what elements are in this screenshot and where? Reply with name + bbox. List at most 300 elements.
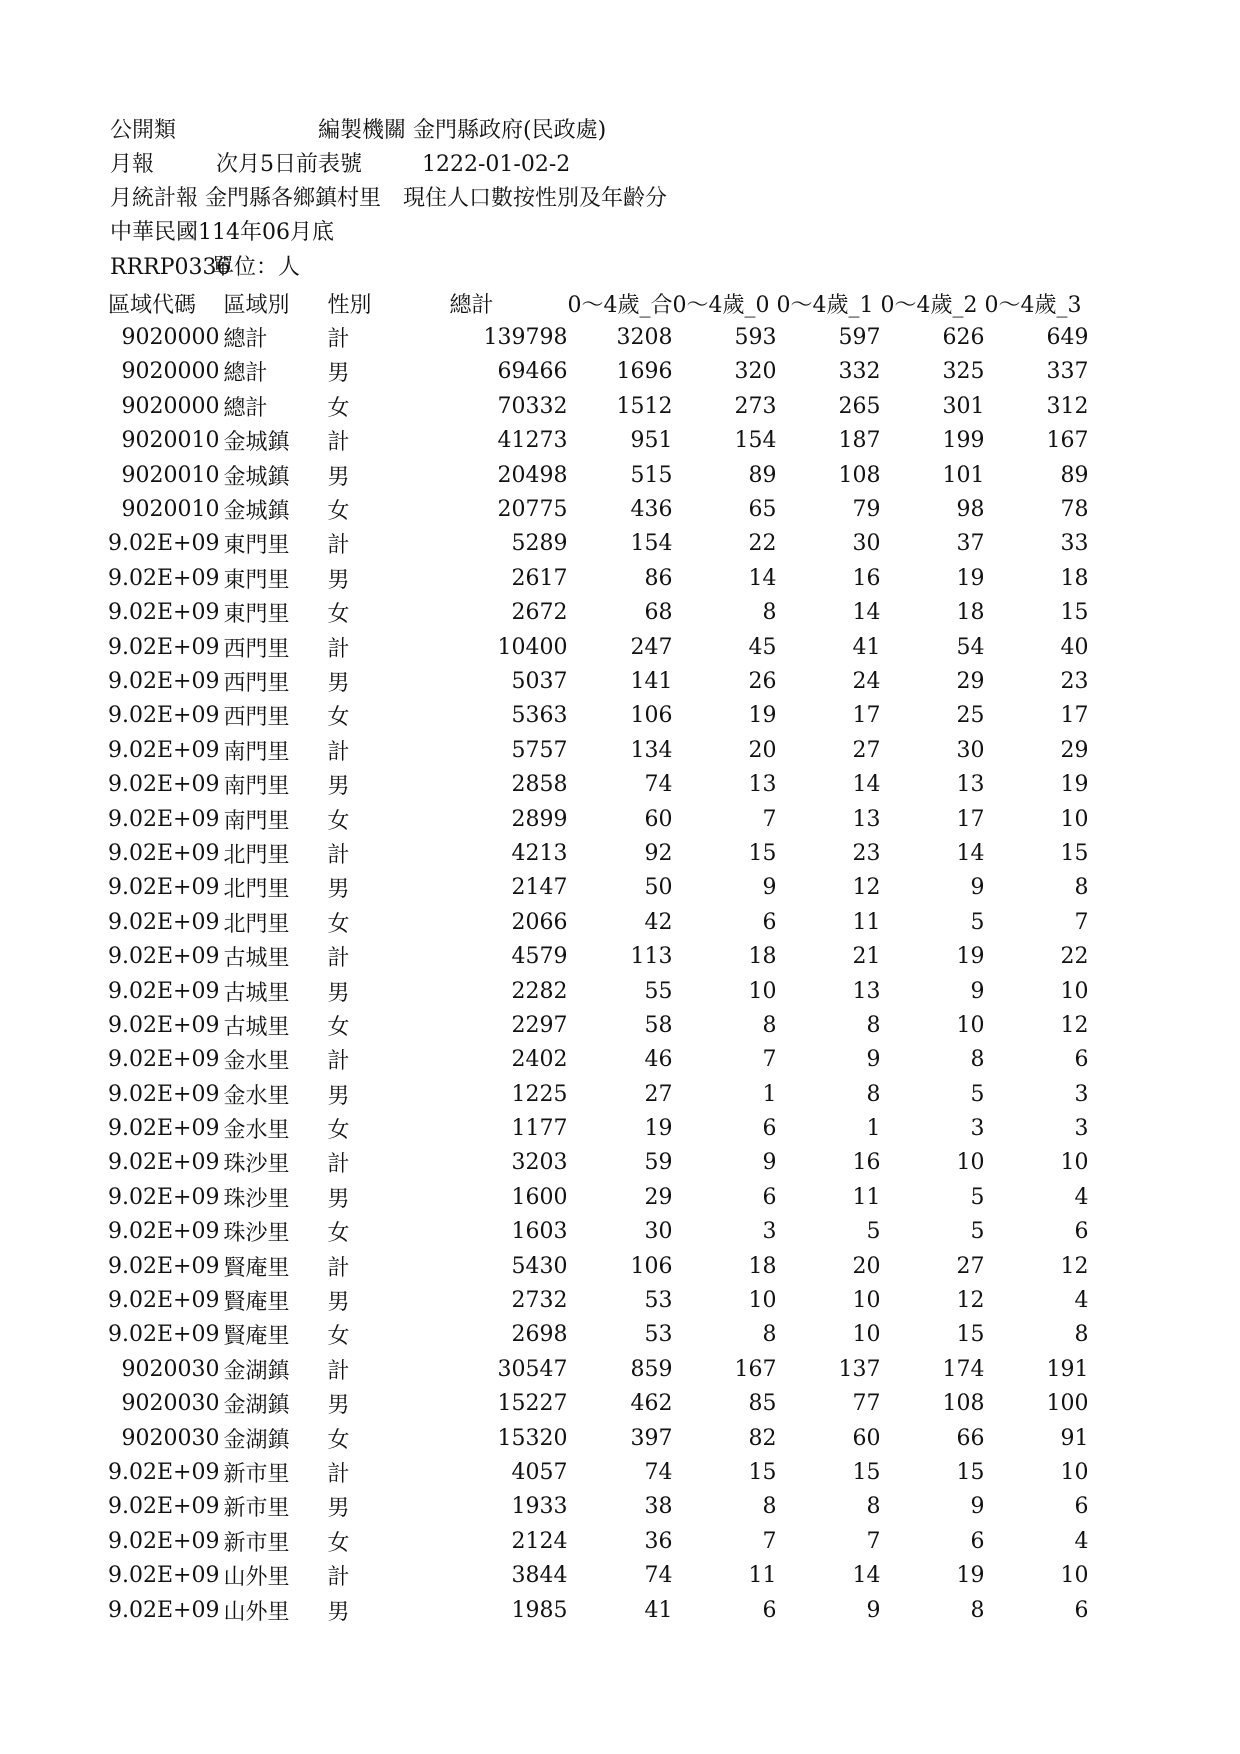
cell-age-0-4-total: 515 <box>630 462 673 488</box>
cell-age-1: 5 <box>866 1219 881 1245</box>
cell-area-name: 金湖鎮 <box>223 1427 290 1453</box>
table-row <box>108 1318 1088 1352</box>
cell-sex: 計 <box>327 1255 350 1281</box>
cell-age-3: 312 <box>1046 393 1089 419</box>
cell-total: 69466 <box>497 359 568 385</box>
cell-sex: 男 <box>327 1290 350 1316</box>
cell-sex: 計 <box>327 842 350 868</box>
cell-age-1: 14 <box>852 600 881 626</box>
cell-age-2: 5 <box>970 1081 985 1107</box>
cell-age-1: 13 <box>852 978 881 1004</box>
table-body <box>108 320 1088 1627</box>
cell-age-0-4-total: 59 <box>644 1150 673 1176</box>
cell-age-1: 265 <box>838 393 881 419</box>
cell-area-code: 9.02E+09 <box>108 1253 220 1279</box>
cell-age-0-4-total: 3208 <box>616 325 673 351</box>
cell-area-code: 9020030 <box>121 1425 220 1451</box>
header-line-5 <box>110 251 510 285</box>
report-period: 中華民國114年06月底 <box>110 220 334 245</box>
cell-age-1: 108 <box>838 462 881 488</box>
table-row <box>108 1008 1088 1042</box>
cell-sex: 女 <box>327 705 350 731</box>
table-row <box>108 1077 1088 1111</box>
cell-age-0: 3 <box>762 1219 777 1245</box>
cell-total: 2858 <box>511 772 568 798</box>
table-row <box>108 355 1088 389</box>
cell-age-1: 1 <box>866 1116 881 1142</box>
cell-sex: 計 <box>327 1565 350 1591</box>
table-row <box>108 871 1088 905</box>
cell-age-0: 8 <box>762 1322 777 1348</box>
cell-age-0-4-total: 74 <box>644 1563 673 1589</box>
cell-area-name: 東門里 <box>223 602 290 628</box>
cell-area-name: 北門里 <box>223 877 290 903</box>
cell-total: 2282 <box>511 978 568 1004</box>
cell-area-code: 9.02E+09 <box>108 1322 220 1348</box>
cell-age-1: 27 <box>852 737 881 763</box>
cell-sex: 女 <box>327 1427 350 1453</box>
cell-area-code: 9.02E+09 <box>108 1528 220 1554</box>
cell-age-3: 29 <box>1060 737 1089 763</box>
table-row <box>108 389 1088 423</box>
cell-age-0-4-total: 462 <box>630 1391 673 1417</box>
cell-age-0-4-total: 53 <box>644 1322 673 1348</box>
cell-sex: 男 <box>327 464 350 490</box>
cell-sex: 計 <box>327 1461 350 1487</box>
cell-area-name: 金城鎮 <box>223 464 290 490</box>
cell-area-name: 南門里 <box>223 774 290 800</box>
cell-age-0-4-total: 141 <box>630 668 673 694</box>
cell-age-0: 14 <box>748 565 777 591</box>
table-row <box>108 1352 1088 1386</box>
cell-age-1: 187 <box>838 428 881 454</box>
cell-age-3: 337 <box>1046 359 1089 385</box>
table-row <box>108 458 1088 492</box>
cell-area-name: 東門里 <box>223 533 290 559</box>
cell-age-1: 16 <box>852 1150 881 1176</box>
table-row <box>108 1249 1088 1283</box>
cell-total: 3844 <box>511 1563 568 1589</box>
cell-age-0-4-total: 55 <box>644 978 673 1004</box>
cell-age-1: 24 <box>852 668 881 694</box>
cell-area-code: 9.02E+09 <box>108 531 220 557</box>
cell-area-code: 9.02E+09 <box>108 668 220 694</box>
cell-area-code: 9020010 <box>121 428 220 454</box>
cell-age-0: 10 <box>748 1288 777 1314</box>
cell-age-0-4-total: 106 <box>630 703 673 729</box>
cell-sex: 女 <box>327 1221 350 1247</box>
column-header: 總計 <box>449 292 494 318</box>
cell-age-0-4-total: 46 <box>644 1047 673 1073</box>
table-row <box>108 905 1088 939</box>
cell-age-1: 17 <box>852 703 881 729</box>
cell-age-3: 100 <box>1046 1391 1089 1417</box>
cell-age-3: 7 <box>1074 909 1089 935</box>
cell-total: 2297 <box>511 1012 568 1038</box>
unit-label: 單位：人 <box>212 255 301 280</box>
cell-sex: 男 <box>327 1393 350 1419</box>
cell-age-0: 1 <box>762 1081 777 1107</box>
cell-age-0: 10 <box>748 978 777 1004</box>
table-row <box>108 1111 1088 1145</box>
cell-total: 1603 <box>511 1219 568 1245</box>
cell-age-3: 4 <box>1074 1288 1089 1314</box>
table-row <box>108 1283 1088 1317</box>
table-row <box>108 836 1088 870</box>
cell-area-name: 北門里 <box>223 842 290 868</box>
cell-area-code: 9.02E+09 <box>108 840 220 866</box>
cell-area-code: 9.02E+09 <box>108 1563 220 1589</box>
cell-area-code: 9.02E+09 <box>108 1459 220 1485</box>
cell-age-2: 5 <box>970 909 985 935</box>
cell-age-0-4-total: 53 <box>644 1288 673 1314</box>
cell-total: 4579 <box>511 944 568 970</box>
cell-area-name: 賢庵里 <box>223 1324 290 1350</box>
cell-age-0-4-total: 30 <box>644 1219 673 1245</box>
cell-age-1: 10 <box>852 1288 881 1314</box>
cell-area-code: 9.02E+09 <box>108 1219 220 1245</box>
cell-age-0: 9 <box>762 875 777 901</box>
cell-area-name: 珠沙里 <box>223 1152 290 1178</box>
cell-age-0: 6 <box>762 909 777 935</box>
cell-age-2: 8 <box>970 1047 985 1073</box>
cell-age-0-4-total: 1512 <box>616 393 673 419</box>
cell-age-3: 649 <box>1046 325 1089 351</box>
cell-area-name: 金湖鎮 <box>223 1358 290 1384</box>
cell-total: 139798 <box>483 325 568 351</box>
cell-area-code: 9.02E+09 <box>108 772 220 798</box>
table-row <box>108 802 1088 836</box>
table-row <box>108 1455 1088 1489</box>
cell-area-code: 9.02E+09 <box>108 1081 220 1107</box>
cell-age-2: 25 <box>956 703 985 729</box>
cell-age-0-4-total: 58 <box>644 1012 673 1038</box>
cell-area-code: 9.02E+09 <box>108 875 220 901</box>
cell-total: 20498 <box>497 462 568 488</box>
cell-age-1: 7 <box>866 1528 881 1554</box>
column-header: 0～4歲_1 <box>776 292 874 318</box>
column-header: 性別 <box>327 292 372 318</box>
cell-age-0: 18 <box>748 1253 777 1279</box>
table-row <box>108 664 1088 698</box>
cell-area-code: 9020030 <box>121 1356 220 1382</box>
cell-area-code: 9.02E+09 <box>108 978 220 1004</box>
cell-area-name: 新市里 <box>223 1496 290 1522</box>
cell-age-0: 18 <box>748 944 777 970</box>
cell-age-3: 4 <box>1074 1528 1089 1554</box>
cell-age-0-4-total: 74 <box>644 1459 673 1485</box>
cell-total: 3203 <box>511 1150 568 1176</box>
cell-age-2: 29 <box>956 668 985 694</box>
column-header: 區域別 <box>223 292 290 318</box>
cell-age-3: 3 <box>1074 1116 1089 1142</box>
compiling-agency: 編製機關 金門縣政府(民政處) <box>318 118 607 143</box>
cell-age-2: 626 <box>942 325 985 351</box>
cell-age-3: 6 <box>1074 1597 1089 1623</box>
cell-total: 2617 <box>511 565 568 591</box>
cell-total: 4057 <box>511 1459 568 1485</box>
cell-sex: 女 <box>327 1014 350 1040</box>
cell-sex: 女 <box>327 1530 350 1556</box>
cell-age-2: 30 <box>956 737 985 763</box>
cell-sex: 女 <box>327 499 350 525</box>
table-row <box>108 1421 1088 1455</box>
cell-total: 2672 <box>511 600 568 626</box>
cell-age-2: 98 <box>956 497 985 523</box>
cell-age-1: 30 <box>852 531 881 557</box>
cell-age-0-4-total: 397 <box>630 1425 673 1451</box>
cell-age-3: 18 <box>1060 565 1089 591</box>
cell-area-code: 9.02E+09 <box>108 703 220 729</box>
cell-sex: 男 <box>327 980 350 1006</box>
cell-total: 5037 <box>511 668 568 694</box>
cell-area-name: 南門里 <box>223 739 290 765</box>
cell-age-0: 13 <box>748 772 777 798</box>
cell-area-name: 北門里 <box>223 911 290 937</box>
cell-age-2: 19 <box>956 1563 985 1589</box>
cell-area-name: 賢庵里 <box>223 1255 290 1281</box>
report-frequency: 月報 <box>110 152 155 177</box>
cell-age-2: 5 <box>970 1184 985 1210</box>
classification-label: 公開類 <box>110 118 177 143</box>
table-row <box>108 561 1088 595</box>
cell-total: 1225 <box>511 1081 568 1107</box>
cell-total: 2147 <box>511 875 568 901</box>
cell-area-code: 9.02E+09 <box>108 565 220 591</box>
cell-age-0: 154 <box>734 428 777 454</box>
table-row <box>108 1593 1088 1627</box>
cell-age-0: 7 <box>762 1528 777 1554</box>
cell-area-name: 金水里 <box>223 1118 290 1144</box>
cell-age-0-4-total: 247 <box>630 634 673 660</box>
cell-area-code: 9.02E+09 <box>108 806 220 832</box>
cell-area-code: 9020000 <box>121 393 220 419</box>
cell-area-code: 9.02E+09 <box>108 600 220 626</box>
cell-sex: 男 <box>327 361 350 387</box>
cell-age-3: 191 <box>1046 1356 1089 1382</box>
cell-age-1: 11 <box>852 909 881 935</box>
column-header: 0～4歲_合 <box>567 292 673 318</box>
cell-total: 20775 <box>497 497 568 523</box>
cell-sex: 女 <box>327 602 350 628</box>
cell-total: 5363 <box>511 703 568 729</box>
cell-age-1: 41 <box>852 634 881 660</box>
cell-sex: 男 <box>327 670 350 696</box>
cell-age-1: 597 <box>838 325 881 351</box>
cell-age-1: 10 <box>852 1322 881 1348</box>
cell-age-0-4-total: 113 <box>630 944 673 970</box>
cell-age-1: 12 <box>852 875 881 901</box>
cell-age-3: 8 <box>1074 875 1089 901</box>
cell-age-0: 273 <box>734 393 777 419</box>
cell-sex: 計 <box>327 739 350 765</box>
cell-age-2: 17 <box>956 806 985 832</box>
cell-age-0-4-total: 154 <box>630 531 673 557</box>
cell-total: 1985 <box>511 1597 568 1623</box>
cell-age-1: 13 <box>852 806 881 832</box>
table-row <box>108 320 1088 354</box>
cell-area-name: 賢庵里 <box>223 1290 290 1316</box>
table-row <box>108 1387 1088 1421</box>
cell-total: 15320 <box>497 1425 568 1451</box>
cell-age-0: 8 <box>762 1012 777 1038</box>
cell-area-name: 金城鎮 <box>223 430 290 456</box>
cell-total: 30547 <box>497 1356 568 1382</box>
cell-sex: 計 <box>327 1152 350 1178</box>
cell-sex: 女 <box>327 911 350 937</box>
cell-total: 5430 <box>511 1253 568 1279</box>
cell-age-2: 18 <box>956 600 985 626</box>
cell-age-3: 167 <box>1046 428 1089 454</box>
cell-age-2: 27 <box>956 1253 985 1279</box>
cell-age-0-4-total: 951 <box>630 428 673 454</box>
cell-area-code: 9.02E+09 <box>108 909 220 935</box>
cell-area-code: 9.02E+09 <box>108 634 220 660</box>
cell-age-0: 6 <box>762 1116 777 1142</box>
table-row <box>108 527 1088 561</box>
cell-age-0-4-total: 74 <box>644 772 673 798</box>
header-line-1 <box>110 114 750 148</box>
cell-area-code: 9.02E+09 <box>108 1494 220 1520</box>
cell-age-3: 91 <box>1060 1425 1089 1451</box>
cell-age-2: 3 <box>970 1116 985 1142</box>
cell-sex: 計 <box>327 636 350 662</box>
cell-age-1: 20 <box>852 1253 881 1279</box>
cell-age-2: 6 <box>970 1528 985 1554</box>
table-row <box>108 767 1088 801</box>
cell-area-name: 珠沙里 <box>223 1186 290 1212</box>
cell-area-name: 總計 <box>223 361 268 387</box>
cell-age-2: 13 <box>956 772 985 798</box>
cell-age-3: 33 <box>1060 531 1089 557</box>
cell-area-code: 9.02E+09 <box>108 944 220 970</box>
cell-age-1: 332 <box>838 359 881 385</box>
cell-age-0-4-total: 859 <box>630 1356 673 1382</box>
column-header: 0～4歲_2 <box>880 292 978 318</box>
table-row <box>108 1215 1088 1249</box>
column-header: 0～4歲_0 <box>672 292 770 318</box>
cell-age-0: 167 <box>734 1356 777 1382</box>
release-deadline: 次月5日前 <box>216 152 318 177</box>
cell-age-3: 12 <box>1060 1253 1089 1279</box>
cell-age-0-4-total: 60 <box>644 806 673 832</box>
cell-age-1: 11 <box>852 1184 881 1210</box>
cell-area-code: 9020030 <box>121 1391 220 1417</box>
cell-sex: 男 <box>327 1083 350 1109</box>
cell-age-0: 9 <box>762 1150 777 1176</box>
cell-age-0: 6 <box>762 1597 777 1623</box>
cell-age-3: 19 <box>1060 772 1089 798</box>
table-row <box>108 1558 1088 1592</box>
cell-sex: 女 <box>327 808 350 834</box>
cell-area-code: 9020000 <box>121 359 220 385</box>
cell-sex: 男 <box>327 1599 350 1625</box>
cell-sex: 計 <box>327 1049 350 1075</box>
cell-total: 15227 <box>497 1391 568 1417</box>
cell-age-2: 101 <box>942 462 985 488</box>
cell-age-2: 10 <box>956 1150 985 1176</box>
cell-age-0: 6 <box>762 1184 777 1210</box>
column-header: 0～4歲_3 <box>984 292 1082 318</box>
cell-area-name: 東門里 <box>223 567 290 593</box>
cell-age-1: 8 <box>866 1012 881 1038</box>
cell-sex: 計 <box>327 430 350 456</box>
cell-age-2: 9 <box>970 1494 985 1520</box>
cell-age-3: 4 <box>1074 1184 1089 1210</box>
table-row <box>108 424 1088 458</box>
table-row <box>108 1490 1088 1524</box>
cell-area-name: 山外里 <box>223 1599 290 1625</box>
form-number: 1222-01-02-2 <box>422 152 571 177</box>
cell-sex: 女 <box>327 395 350 421</box>
cell-age-1: 9 <box>866 1597 881 1623</box>
cell-age-0-4-total: 1696 <box>616 359 673 385</box>
cell-age-1: 77 <box>852 1391 881 1417</box>
cell-age-2: 54 <box>956 634 985 660</box>
cell-sex: 男 <box>327 567 350 593</box>
cell-total: 1933 <box>511 1494 568 1520</box>
cell-area-name: 古城里 <box>223 946 290 972</box>
cell-age-3: 23 <box>1060 668 1089 694</box>
cell-sex: 男 <box>327 774 350 800</box>
cell-age-1: 21 <box>852 944 881 970</box>
cell-age-3: 6 <box>1074 1047 1089 1073</box>
cell-age-2: 199 <box>942 428 985 454</box>
table-row <box>108 630 1088 664</box>
cell-total: 1600 <box>511 1184 568 1210</box>
cell-age-3: 40 <box>1060 634 1089 660</box>
cell-age-0-4-total: 29 <box>644 1184 673 1210</box>
cell-age-0-4-total: 92 <box>644 840 673 866</box>
cell-area-code: 9020010 <box>121 497 220 523</box>
cell-age-0: 8 <box>762 600 777 626</box>
cell-area-code: 9.02E+09 <box>108 1047 220 1073</box>
cell-age-0-4-total: 134 <box>630 737 673 763</box>
cell-age-1: 16 <box>852 565 881 591</box>
cell-age-3: 6 <box>1074 1219 1089 1245</box>
cell-total: 5757 <box>511 737 568 763</box>
cell-total: 41273 <box>497 428 568 454</box>
cell-age-3: 6 <box>1074 1494 1089 1520</box>
cell-age-3: 10 <box>1060 978 1089 1004</box>
cell-age-1: 9 <box>866 1047 881 1073</box>
cell-age-0: 65 <box>748 497 777 523</box>
cell-total: 4213 <box>511 840 568 866</box>
cell-age-3: 15 <box>1060 840 1089 866</box>
cell-area-code: 9.02E+09 <box>108 1012 220 1038</box>
form-number-label: 表號 <box>318 152 363 177</box>
table-row <box>108 1043 1088 1077</box>
cell-age-3: 22 <box>1060 944 1089 970</box>
cell-age-2: 14 <box>956 840 985 866</box>
cell-total: 1177 <box>511 1116 568 1142</box>
table-row <box>108 1524 1088 1558</box>
cell-age-2: 108 <box>942 1391 985 1417</box>
cell-age-1: 137 <box>838 1356 881 1382</box>
cell-age-0: 7 <box>762 806 777 832</box>
cell-age-3: 8 <box>1074 1322 1089 1348</box>
cell-age-0-4-total: 38 <box>644 1494 673 1520</box>
cell-age-0: 7 <box>762 1047 777 1073</box>
cell-age-0-4-total: 106 <box>630 1253 673 1279</box>
cell-age-0: 82 <box>748 1425 777 1451</box>
cell-total: 10400 <box>497 634 568 660</box>
cell-sex: 計 <box>327 946 350 972</box>
cell-area-code: 9020010 <box>121 462 220 488</box>
cell-age-0-4-total: 27 <box>644 1081 673 1107</box>
cell-age-2: 301 <box>942 393 985 419</box>
cell-area-code: 9.02E+09 <box>108 1597 220 1623</box>
